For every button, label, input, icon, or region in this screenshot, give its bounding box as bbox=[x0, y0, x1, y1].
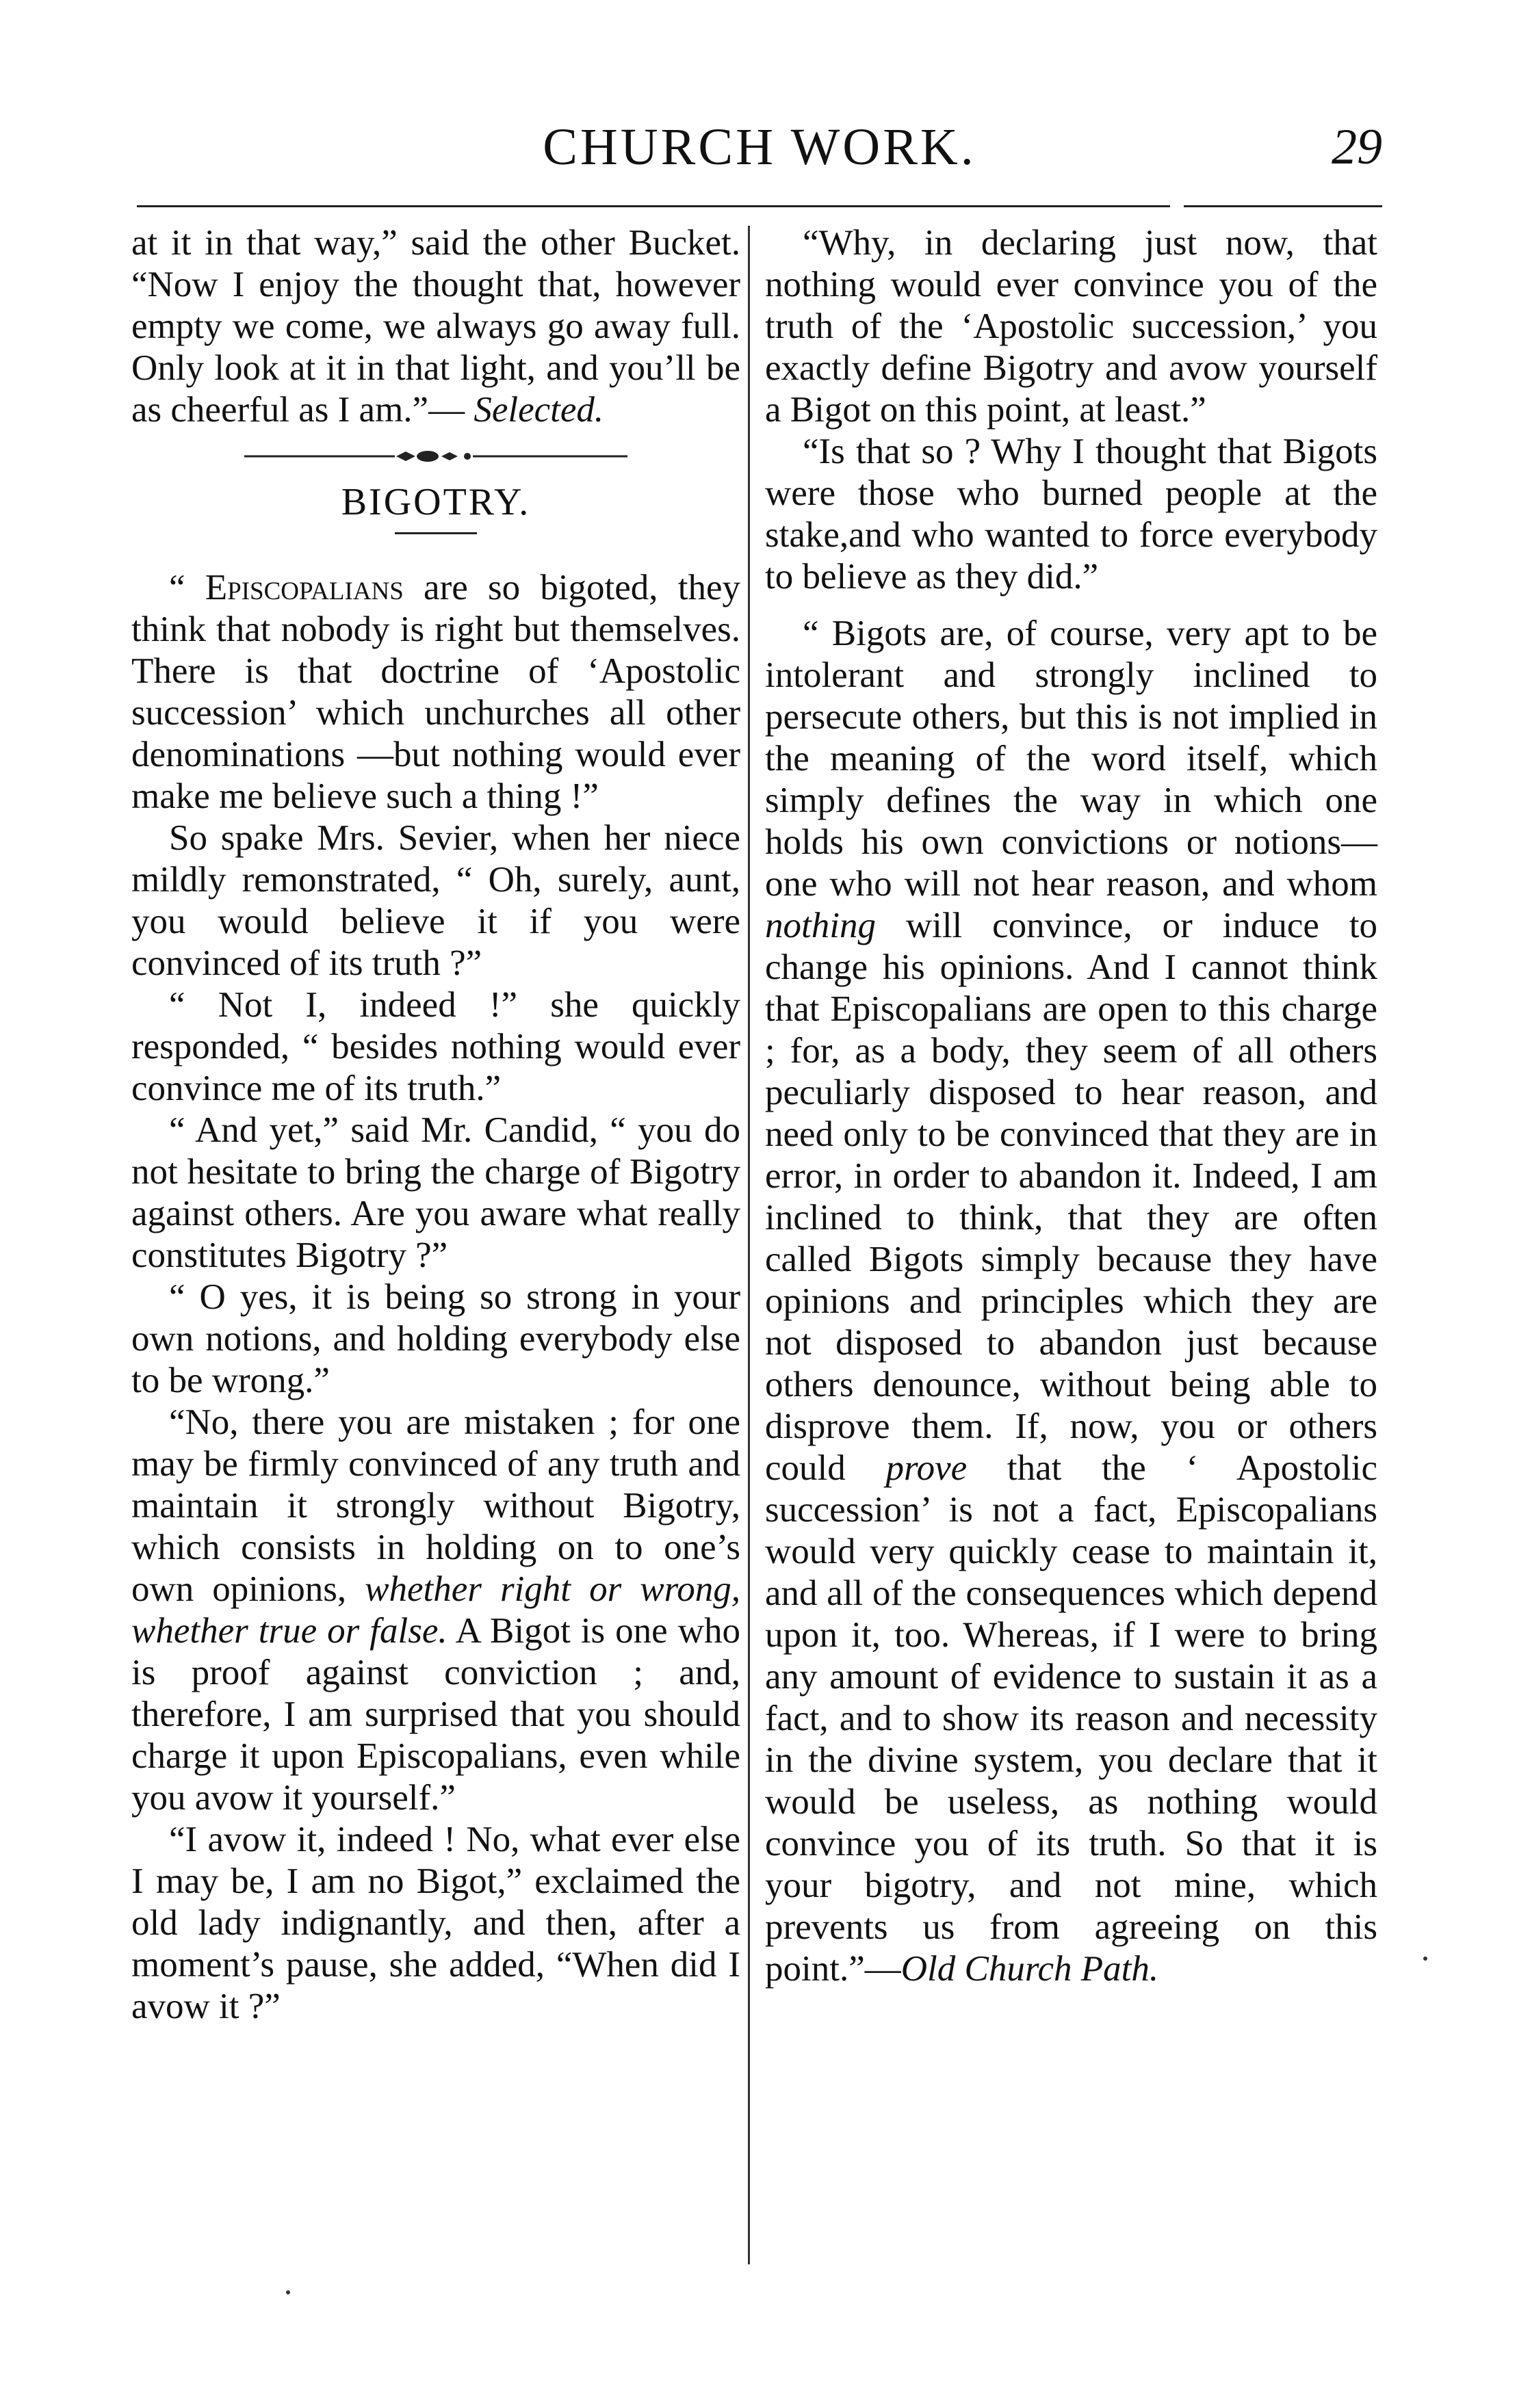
paragraph-text: are so bigoted, they think that nobody is right but themselves. There is that doctrine of ‘Apostolic succession’ which unchurches all other denominations —but nothing would ever make me believe such a thing !” bbox=[131, 568, 741, 816]
right-column bbox=[765, 222, 1377, 1990]
section-title: BIGOTRY. bbox=[341, 481, 531, 523]
print-speck bbox=[1423, 1956, 1427, 1961]
continuation-paragraph bbox=[131, 222, 740, 431]
page-header bbox=[137, 116, 1382, 178]
paragraph-text: A Bigot is one who is proof against conviction ; and, therefore, I am surprised that you should charge it upon Episcopalians, even while you avow it yourself.” bbox=[131, 1611, 740, 1818]
body-paragraph bbox=[765, 613, 1377, 1990]
body-paragraph: “Is that so ? Why I thought that Bigots were those who burned people at the stake,and who wanted to force everybody to believe as they did.” bbox=[765, 432, 1377, 597]
body-paragraph bbox=[131, 567, 740, 817]
left-column bbox=[131, 222, 740, 2028]
body-paragraph: “I avow it, indeed ! No, what ever else I may be, I am no Bigot,” exclaimed the old lady indignantly, and then, after a moment’s pause, she added, “When did I avow it ?” bbox=[131, 1820, 740, 2026]
body-paragraph: “ And yet,” said Mr. Candid, “ you do not hesitate to bring the charge of Bigotry against others. Are you aware what really constitutes Bigotry ?” bbox=[131, 1110, 740, 1275]
continuation-text: at it in that way,” said the other Bucket. “Now I enjoy the thought that, however empty we come, we always go away full. Only look at it in that light, and you’ll be as cheerful as I am.”— bbox=[131, 223, 740, 430]
paragraph-text: will convince, or induce to change his opinions. And I cannot think that Episcopalians are open to this charge ; for, as a body, they seem of all others peculiarly disposed to hear reason, and need only to be convinced that they are in error, in order to abandon it. Indeed, I am inclined to think, that they are often called Bigots simply because they have opinions and principles which they are not disposed to abandon just because others denounce, without being able to disprove them. If, now, you or others could bbox=[765, 906, 1377, 1488]
print-speck bbox=[286, 2290, 290, 2294]
italic-word: nothing bbox=[765, 906, 876, 945]
body-paragraph bbox=[131, 1402, 740, 1819]
paragraph-text: “ Bigots are, of course, very apt to be intolerant and strongly inclined to persecute others, but this is not implied in the meaning of the word itself, which simply defines the way in which one holds his own convictions or notions—one who will not hear reason, and whom bbox=[765, 614, 1377, 904]
header-rule-left bbox=[137, 205, 732, 207]
body-paragraph: “ Not I, indeed !” she quickly responded, “ besides nothing would ever convince me of its truth.” bbox=[131, 985, 740, 1108]
ornament-rule-icon bbox=[244, 446, 627, 467]
body-paragraph: “Why, in declaring just now, that nothing would ever convince you of the truth of the ‘Apostolic succession,’ you exactly define Bigotry and avow yourself a Bigot on this point, at least.” bbox=[765, 223, 1377, 430]
body-paragraph: So spake Mrs. Sevier, when her niece mildly remonstrated, “ Oh, surely, aunt, you would believe it if you were convinced of its truth ?” bbox=[131, 818, 740, 983]
title-underline bbox=[395, 532, 477, 534]
paragraph-text: “No, there you are mistaken ; for one may be firmly convinced of any truth and maintain it strongly without Bigotry, which consists in holding on to one’s own opinions, bbox=[131, 1402, 740, 1609]
header-rule-middle bbox=[732, 205, 1170, 207]
paragraph-text: that the ‘ Apostolic succession’ is not a fact, Episcopalians would very quickly cease to maintain it, and all of the consequences which depend upon it, too. Whereas, if I were to bring any amount of evidence to sustain it as a fact, and to show its reason and necessity in the divine system, you declare that it would be useless, as nothing would convince you of its truth. So that it is your bigotry, and not mine, which prevents us from agreeing on this point.”— bbox=[765, 1448, 1377, 1989]
italic-phrase: whether right or wrong, whether true or false. bbox=[131, 1569, 740, 1651]
page-number: 29 bbox=[1332, 119, 1382, 175]
header-rule-right bbox=[1184, 205, 1382, 207]
body-paragraph: “ O yes, it is being so strong in your own notions, and holding everybody else to be wrong.” bbox=[131, 1277, 740, 1400]
ornament-divider bbox=[131, 446, 740, 473]
italic-word: prove bbox=[885, 1448, 968, 1488]
column-divider bbox=[748, 226, 750, 2264]
continuation-credit: Selected. bbox=[474, 390, 604, 430]
opening-quote: “ bbox=[169, 568, 205, 607]
small-caps-lead: Episcopalians bbox=[205, 568, 404, 607]
running-head: CHURCH WORK. bbox=[543, 118, 976, 176]
source-credit: Old Church Path. bbox=[900, 1949, 1159, 1989]
